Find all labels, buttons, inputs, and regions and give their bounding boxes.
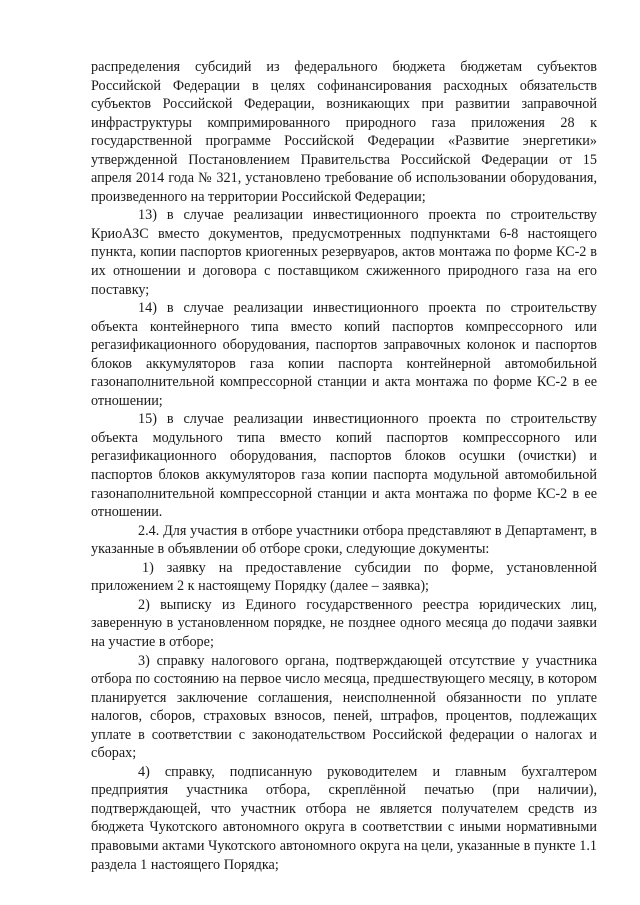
paragraph-subsidy-distribution: распределения субсидий из федерального бюджета бюджетам субъектов Российской Федерации в целях софинансирования расходных обязательств субъектов Российской Федерации, возникающих при развитии заправочной инфраструктуры компримированного природного газа приложения 28 к государственной программе Российской Федерации «Развитие энергетики» утвержденной Постановлением Правительства Российской Федерации от 15 апреля 2014 года № 321, установлено требование об использовании оборудования, произведенного на территории Российской Федерации; xyxy=(91,59,597,205)
paragraph-item-3: 3) справку налогового органа, подтверждающей отсутствие у участника отбора по состоянию на первое число месяца, предшествующего месяцу, в котором планируется заключение соглашения, неисполненной обязанности по уплате налогов, сборов, страховых взносов, пеней, штрафов, процентов, подлежащих уплате в соответствии с законодательством Российской федерации о налогах и сборах; xyxy=(91,652,597,762)
document-page xyxy=(91,58,597,874)
paragraph-item-2: 2) выписку из Единого государственного реестра юридических лиц, заверенную в установленном порядке, не позднее одного месяца до подачи заявки на участие в отборе; xyxy=(91,596,597,650)
paragraph-item-1: 1) заявку на предоставление субсидии по форме, установленной приложением 2 к настоящему Порядку (далее – заявка); xyxy=(91,559,597,595)
paragraph-item-14: 14) в случае реализации инвестиционного проекта по строительству объекта контейнерного типа вместо копий паспортов компрессорного или регазификационного оборудования, паспортов заправочных колонок и паспортов блоков аккумуляторов газа копии паспорта контейнерной автомобильной газонаполнительной компрессорной станции и акта монтажа по форме КС-2 в ее отношении; xyxy=(91,300,597,409)
paragraph-item-4: 4) справку, подписанную руководителем и главным бухгалтером предприятия участника отбора, скреплённой печатью (при наличии), подтверждающей, что участник отбора не является получателем средств из бюджета Чукотского автономного округа в соответствии с иными нормативными правовыми актами Чукотского автономного округа на цели, указанные в пункте 1.1 раздела 1 настоящего Порядка; xyxy=(91,763,597,873)
paragraph-item-13: 13) в случае реализации инвестиционного проекта по строительству КриоАЗС вместо документов, предусмотренных подпунктами 6-8 настоящего пункта, копии паспортов криогенных резервуаров, актов монтажа по форме КС-2 в их отношении и договора с поставщиком сжиженного природного газа на его поставку; xyxy=(91,207,597,298)
paragraph-item-15: 15) в случае реализации инвестиционного проекта по строительству объекта модульного типа вместо копий паспортов компрессорного или регазификационного оборудования, паспортов блоков осушки (очистки) и паспортов блоков аккумуляторов газа копии паспорта модульной автомобильной газонаполнительной компрессорной станции и акта монтажа по форме КС-2 в ее отношении. xyxy=(91,411,597,521)
paragraph-section-2-4: 2.4. Для участия в отборе участники отбора представляют в Департамент, в указанные в объявлении об отборе сроки, следующие документы: xyxy=(91,522,597,558)
